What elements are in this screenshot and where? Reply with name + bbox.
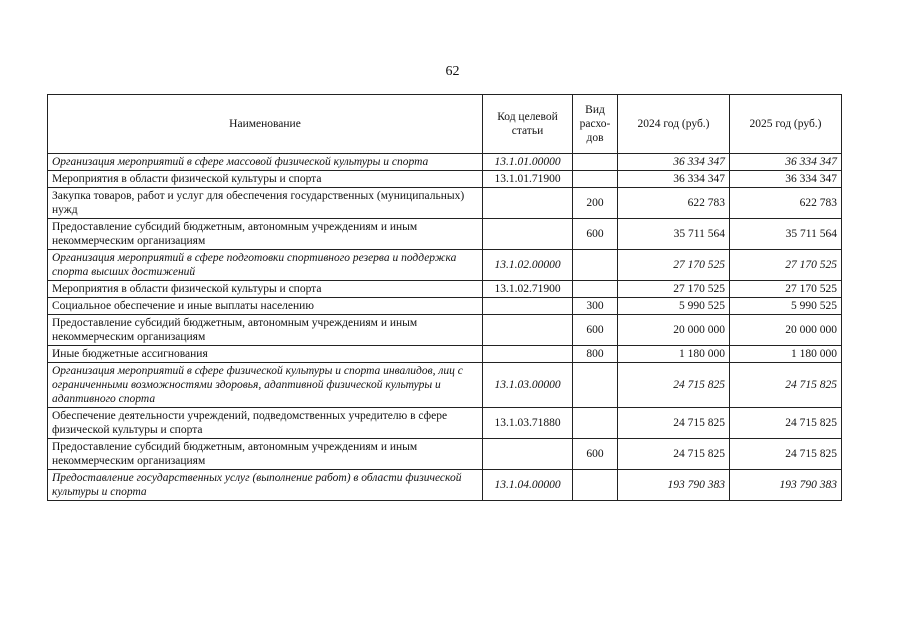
cell-2025: 24 715 825 xyxy=(730,363,842,408)
table-body xyxy=(48,154,842,501)
cell-code: 13.1.01.71900 xyxy=(483,171,573,188)
table-row xyxy=(48,298,842,315)
cell-name: Предоставление субсидий бюджетным, автономным учреждениям и иным некоммерческим организациям xyxy=(48,219,483,250)
cell-name: Организация мероприятий в сфере массовой физической культуры и спорта xyxy=(48,154,483,171)
cell-2025: 193 790 383 xyxy=(730,470,842,501)
cell-2025: 622 783 xyxy=(730,188,842,219)
cell-2024: 24 715 825 xyxy=(618,363,730,408)
cell-2024: 1 180 000 xyxy=(618,346,730,363)
cell-2025: 24 715 825 xyxy=(730,408,842,439)
cell-2024: 24 715 825 xyxy=(618,439,730,470)
table-row xyxy=(48,363,842,408)
table-row xyxy=(48,219,842,250)
cell-2024: 27 170 525 xyxy=(618,281,730,298)
header-code: Код целевой статьи xyxy=(483,95,573,154)
cell-name: Обеспечение деятельности учреждений, подведомственных учредителю в сфере физической культуры и спорта xyxy=(48,408,483,439)
header-name: Наименование xyxy=(48,95,483,154)
cell-name: Социальное обеспечение и иные выплаты населению xyxy=(48,298,483,315)
cell-2025: 27 170 525 xyxy=(730,250,842,281)
cell-kind xyxy=(573,281,618,298)
header-2025: 2025 год (руб.) xyxy=(730,95,842,154)
cell-code xyxy=(483,219,573,250)
cell-kind xyxy=(573,250,618,281)
cell-2024: 24 715 825 xyxy=(618,408,730,439)
cell-kind: 600 xyxy=(573,315,618,346)
cell-2024: 36 334 347 xyxy=(618,154,730,171)
cell-name: Предоставление субсидий бюджетным, автономным учреждениям и иным некоммерческим организациям xyxy=(48,439,483,470)
table-row xyxy=(48,408,842,439)
cell-code: 13.1.04.00000 xyxy=(483,470,573,501)
table-row xyxy=(48,315,842,346)
cell-code xyxy=(483,315,573,346)
table-row xyxy=(48,188,842,219)
cell-2024: 5 990 525 xyxy=(618,298,730,315)
cell-code xyxy=(483,298,573,315)
cell-kind: 800 xyxy=(573,346,618,363)
cell-2024: 622 783 xyxy=(618,188,730,219)
table-row xyxy=(48,154,842,171)
cell-kind xyxy=(573,171,618,188)
cell-code xyxy=(483,346,573,363)
cell-code xyxy=(483,188,573,219)
cell-code: 13.1.03.00000 xyxy=(483,363,573,408)
header-2024: 2024 год (руб.) xyxy=(618,95,730,154)
cell-code xyxy=(483,439,573,470)
cell-2025: 36 334 347 xyxy=(730,154,842,171)
cell-2025: 36 334 347 xyxy=(730,171,842,188)
cell-name: Предоставление субсидий бюджетным, автономным учреждениям и иным некоммерческим организациям xyxy=(48,315,483,346)
cell-2024: 36 334 347 xyxy=(618,171,730,188)
cell-code: 13.1.01.00000 xyxy=(483,154,573,171)
cell-2025: 24 715 825 xyxy=(730,439,842,470)
cell-name: Организация мероприятий в сфере подготовки спортивного резерва и поддержка спорта высших достижений xyxy=(48,250,483,281)
cell-code: 13.1.02.71900 xyxy=(483,281,573,298)
cell-name: Предоставление государственных услуг (выполнение работ) в области физической культуры и спорта xyxy=(48,470,483,501)
cell-2025: 20 000 000 xyxy=(730,315,842,346)
cell-kind xyxy=(573,154,618,171)
table-header-row xyxy=(48,95,842,154)
cell-2025: 27 170 525 xyxy=(730,281,842,298)
cell-kind xyxy=(573,408,618,439)
table-row xyxy=(48,439,842,470)
cell-2024: 193 790 383 xyxy=(618,470,730,501)
cell-2024: 20 000 000 xyxy=(618,315,730,346)
table-row xyxy=(48,346,842,363)
cell-code: 13.1.02.00000 xyxy=(483,250,573,281)
cell-2025: 1 180 000 xyxy=(730,346,842,363)
page-number: 62 xyxy=(445,64,460,79)
cell-kind: 300 xyxy=(573,298,618,315)
cell-name: Мероприятия в области физической культуры и спорта xyxy=(48,171,483,188)
table-row xyxy=(48,250,842,281)
cell-kind xyxy=(573,470,618,501)
budget-table xyxy=(47,94,842,501)
cell-kind xyxy=(573,363,618,408)
cell-2025: 5 990 525 xyxy=(730,298,842,315)
cell-kind: 200 xyxy=(573,188,618,219)
cell-code: 13.1.03.71880 xyxy=(483,408,573,439)
cell-2025: 35 711 564 xyxy=(730,219,842,250)
table-row xyxy=(48,470,842,501)
cell-kind: 600 xyxy=(573,439,618,470)
cell-name: Иные бюджетные ассигнования xyxy=(48,346,483,363)
cell-name: Мероприятия в области физической культуры и спорта xyxy=(48,281,483,298)
header-kind: Вид расхо-дов xyxy=(573,95,618,154)
cell-kind: 600 xyxy=(573,219,618,250)
table-row xyxy=(48,171,842,188)
cell-2024: 35 711 564 xyxy=(618,219,730,250)
cell-2024: 27 170 525 xyxy=(618,250,730,281)
cell-name: Организация мероприятий в сфере физической культуры и спорта инвалидов, лиц с ограниченными возможностями здоровья, адаптивной физической культуры и адаптивного спорта xyxy=(48,363,483,408)
table-row xyxy=(48,281,842,298)
cell-name: Закупка товаров, работ и услуг для обеспечения государственных (муниципальных) нужд xyxy=(48,188,483,219)
